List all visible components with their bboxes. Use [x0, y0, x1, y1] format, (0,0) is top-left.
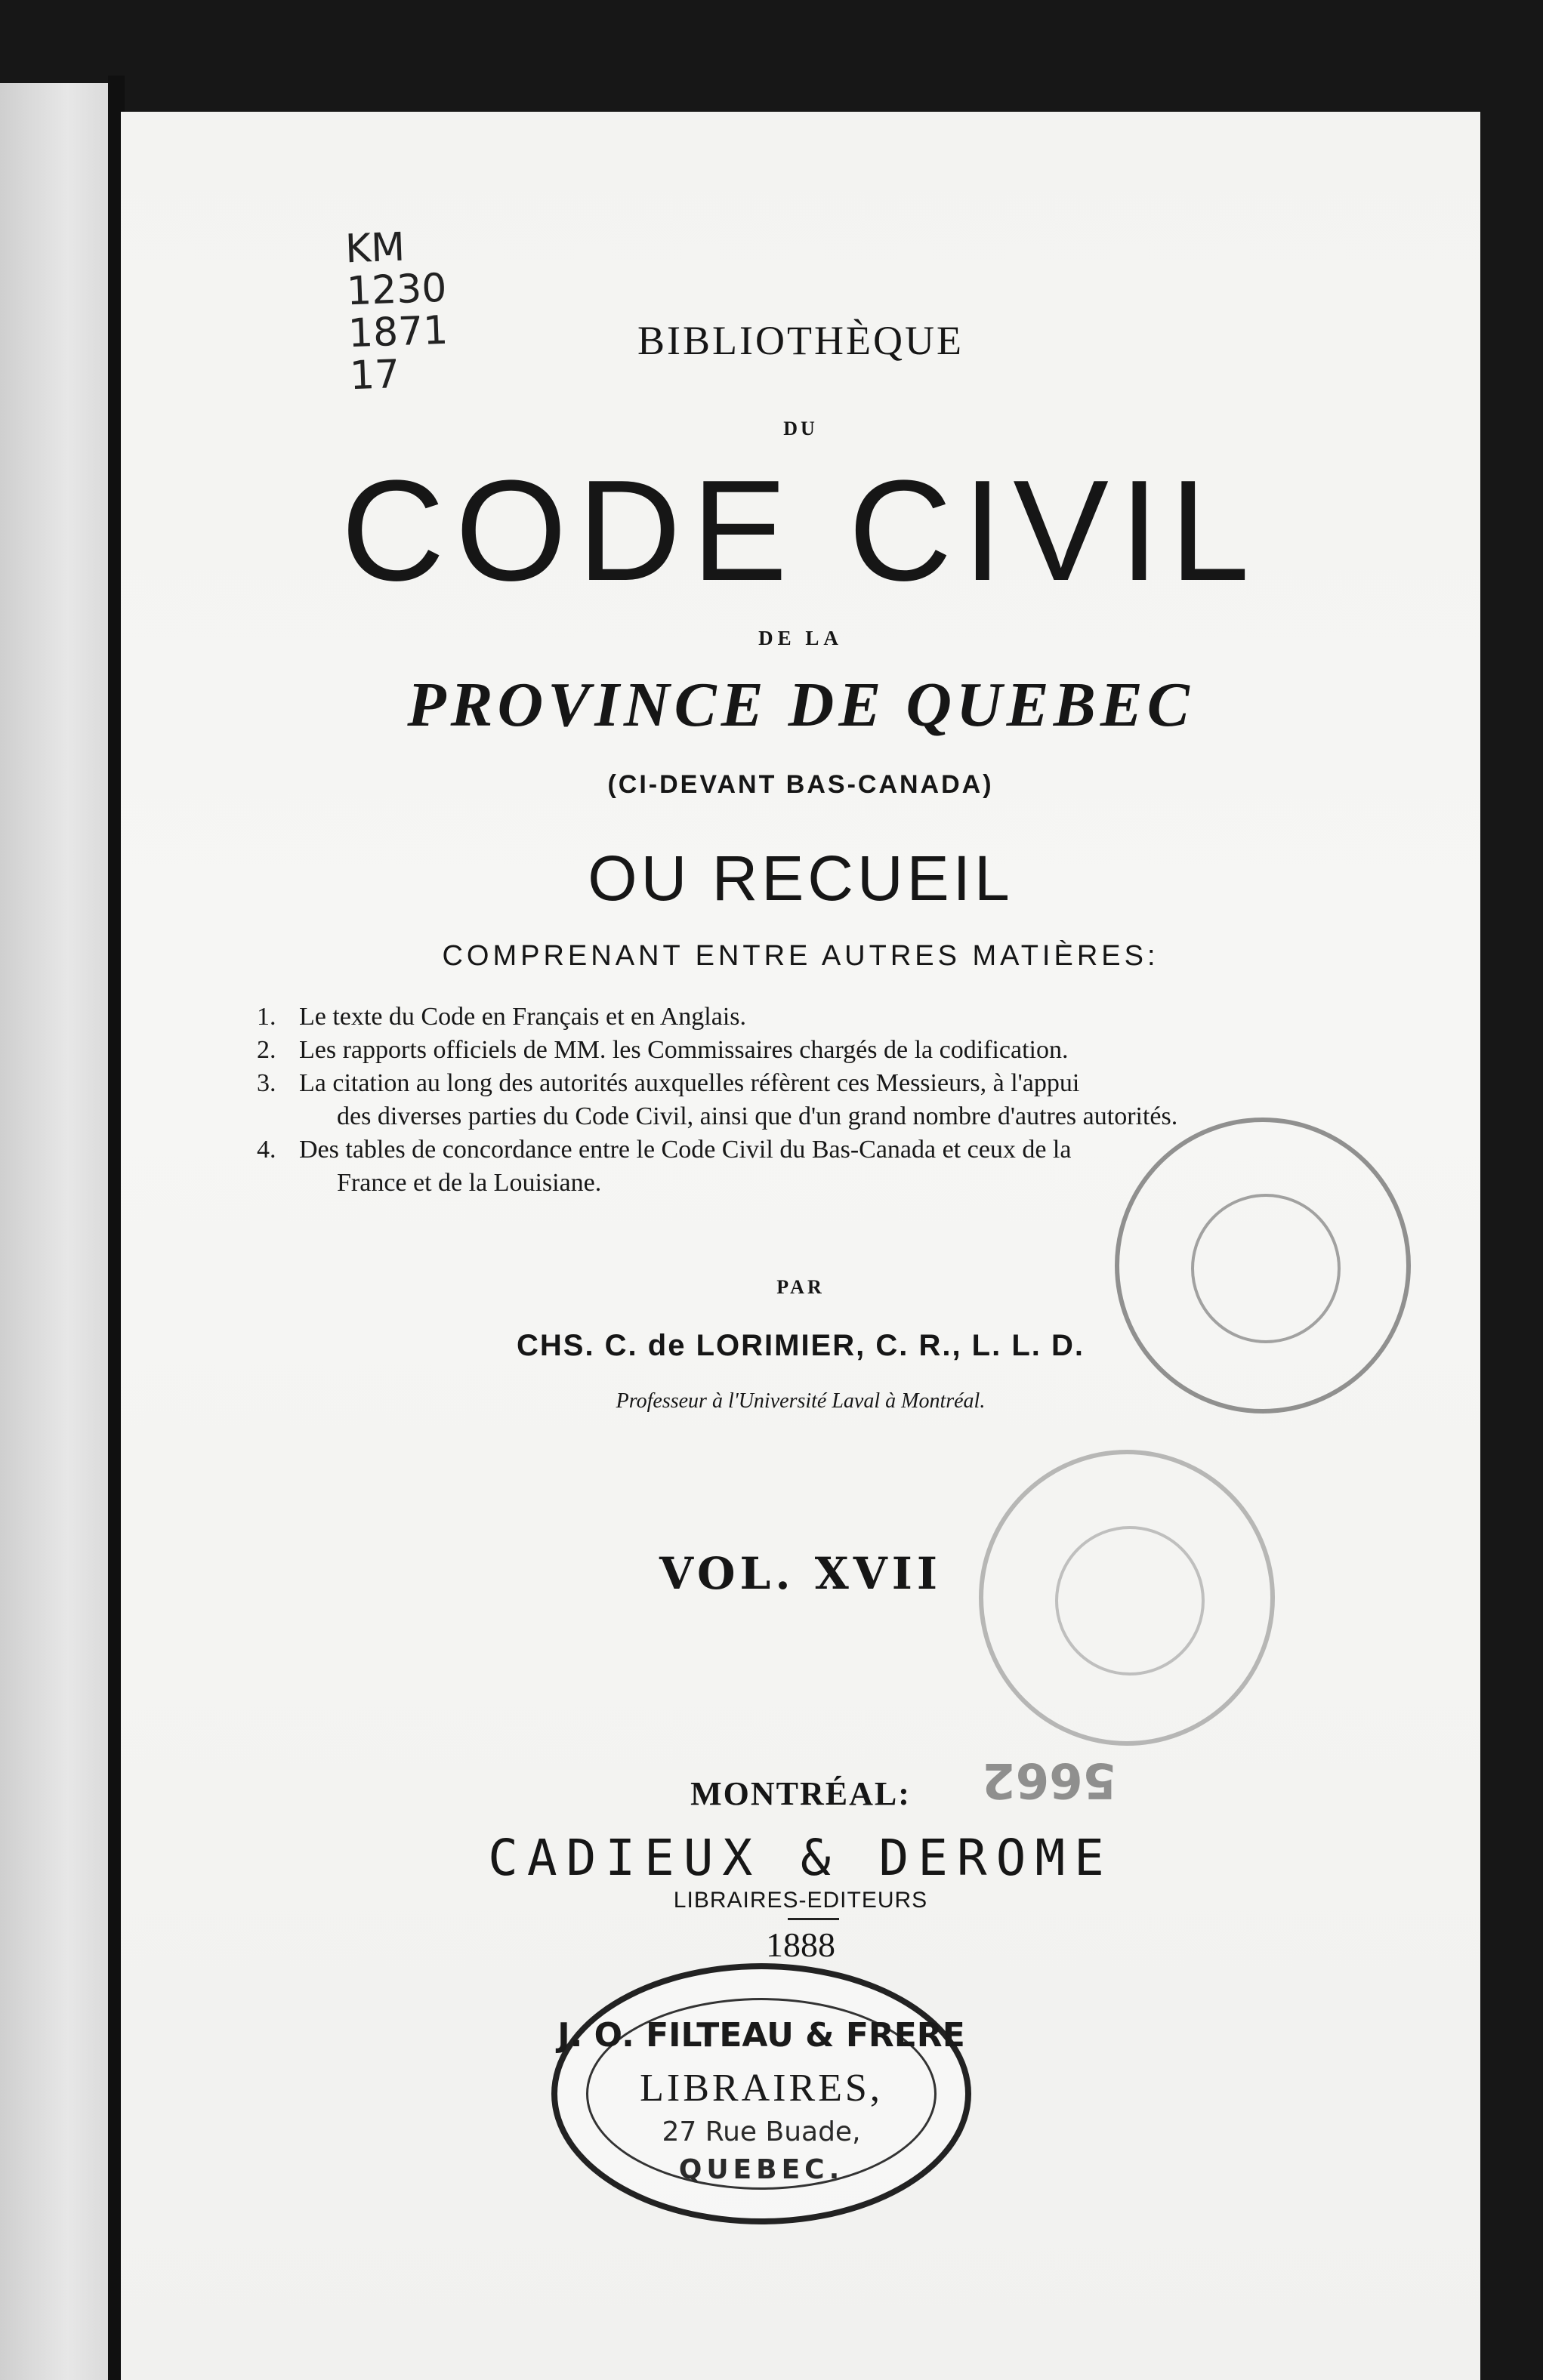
item-number: 2.: [257, 1036, 276, 1064]
author-title: Professeur à l'Université Laval à Montréal.: [616, 1389, 986, 1413]
library-stamp-faded: [979, 1450, 1275, 1746]
volume-number: VOL. XVII: [659, 1548, 942, 1599]
bookseller-stamp: [551, 1963, 971, 2224]
item-number: 4.: [257, 1136, 276, 1164]
call-number-line: KM: [344, 224, 406, 273]
title-connector-du: DU: [783, 418, 818, 439]
item-text: La citation au long des autorités auxquelles réfèrent ces Messieurs, à l'appui: [299, 1069, 1080, 1097]
former-name: (CI-DEVANT BAS-CANADA): [607, 770, 994, 799]
library-stamp-round: [1115, 1118, 1411, 1414]
divider-rule: [788, 1918, 839, 1920]
list-item: [257, 1000, 1239, 1034]
facing-page-edge: [0, 83, 113, 2380]
item-text-continued: des diverses parties du Code Civil, ainsi que d'un grand nombre d'autres autorités.: [337, 1102, 1178, 1130]
call-number-line: 1871: [347, 307, 449, 357]
imprint-city: MONTRÉAL:: [690, 1775, 911, 1812]
call-number-line: 17: [348, 351, 401, 399]
list-item: [257, 1067, 1239, 1133]
series-title: BIBLIOTHÈQUE: [637, 318, 964, 363]
item-text-continued: France et de la Louisiane.: [337, 1169, 602, 1197]
publication-year: 1888: [766, 1925, 835, 1964]
list-item: [257, 1133, 1239, 1200]
author-name: CHS. C. de LORIMIER, C. R., L. L. D.: [516, 1329, 1085, 1362]
item-number: 1.: [257, 1003, 276, 1031]
bookseller-city: QUEBEC.: [678, 2154, 844, 2185]
item-text: Le texte du Code en Français et en Anglais.: [299, 1003, 746, 1031]
province-title: PROVINCE DE QUEBEC: [407, 670, 1194, 740]
item-text: Des tables de concordance entre le Code Civil du Bas-Canada et ceux de la: [299, 1136, 1072, 1164]
contents-intro: COMPRENANT ENTRE AUTRES MATIÈRES:: [442, 940, 1159, 972]
by-label: PAR: [776, 1276, 825, 1298]
bookseller-address: 27 Rue Buade,: [662, 2116, 861, 2147]
contents-list: [257, 1000, 1239, 1200]
publisher-name: CADIEUX & DEROME: [488, 1829, 1113, 1887]
item-number: 3.: [257, 1069, 276, 1097]
main-title: CODE CIVIL: [341, 451, 1261, 611]
list-item: [257, 1034, 1239, 1067]
bookseller-role: LIBRAIRES,: [640, 2067, 883, 2110]
subtitle: OU RECUEIL: [588, 843, 1014, 914]
handwritten-call-number: [344, 225, 450, 397]
inventory-number-stamp: 5662: [982, 1752, 1117, 1808]
item-text: Les rapports officiels de MM. les Commissaires chargés de la codification.: [299, 1036, 1069, 1064]
title-connector-de-la: DE LA: [758, 627, 843, 649]
call-number-line: 1230: [346, 265, 448, 315]
bookseller-name: J. O. FILTEAU & FRERE: [557, 2016, 965, 2055]
publisher-role: LIBRAIRES-EDITEURS: [673, 1888, 928, 1913]
